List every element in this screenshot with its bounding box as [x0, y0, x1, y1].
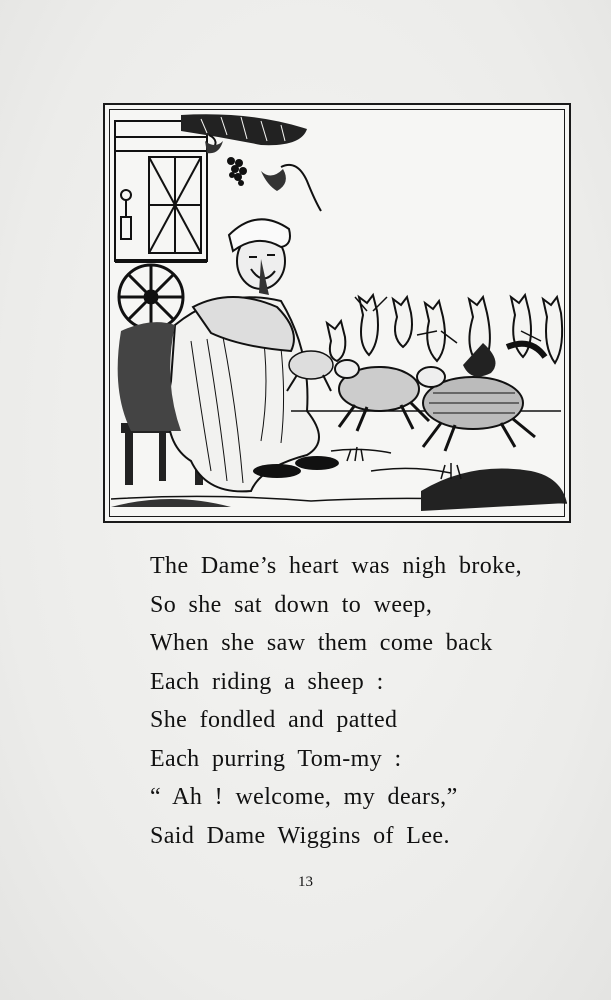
illustration-drawing [111, 111, 567, 519]
sheep-group [287, 351, 535, 451]
verse-line: She fondled and patted [150, 707, 398, 733]
page-number: 13 [298, 874, 313, 890]
verse-line: When she saw them come back [150, 630, 493, 656]
verse-line: Said Dame Wiggins of Lee. [150, 822, 450, 849]
verse-line: Each riding a sheep : [150, 668, 384, 695]
verse-stanza [150, 547, 570, 855]
verse-line: Each purring Tom-my : [150, 745, 402, 772]
verse-line: The Dame’s heart was nigh broke, [150, 553, 523, 579]
woodcut-illustration [103, 103, 571, 523]
verse-line: So she sat down to weep, [150, 591, 433, 618]
verse-line: “ Ah ! welcome, my dears,” [150, 784, 458, 810]
